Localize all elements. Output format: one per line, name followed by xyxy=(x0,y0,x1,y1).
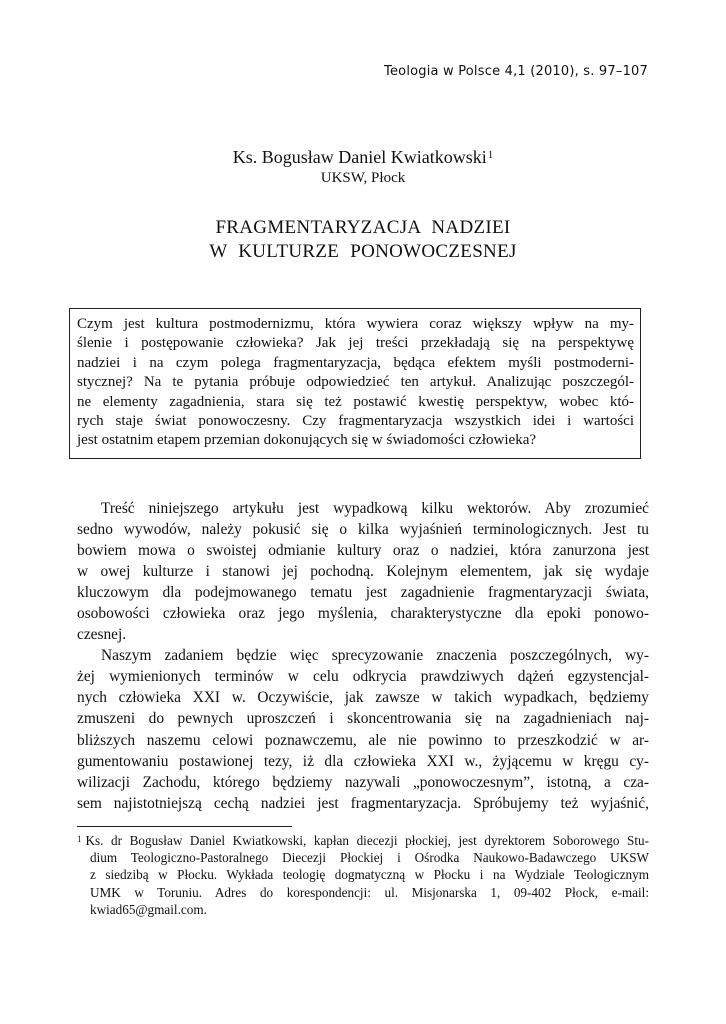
body-line: Treść niniejszego artykułu jest wypadkową kilku wektorów. Aby zrozumieć xyxy=(101,500,649,517)
body-line: nych człowieka XXI w. Oczywiście, jak zawsze w takich wypadkach, będziemy xyxy=(77,689,649,707)
body-line: czesnej. xyxy=(77,626,127,644)
body-line: osobowości człowieka oraz jego myślenia, charakterystyczne dla epoki ponowo- xyxy=(77,605,649,623)
author-block xyxy=(0,146,726,188)
body-line: sem najistotniejszą cechą nadziei jest fragmentaryzacja. Spróbujemy też wyjaśnić, xyxy=(77,794,649,812)
abstract-line: jest ostatnim etapem przemian dokonujących się w świadomości człowieka? xyxy=(77,432,537,449)
abstract-line: ne elementy zagadnienia, stara się też postawić kwestię perspektyw, wobec któ- xyxy=(77,393,634,410)
abstract-line: Czym jest kultura postmodernizmu, która wywiera coraz większy wpływ na my- xyxy=(77,316,634,332)
body-line: bliższych naszemu celowi poznawczemu, ale nie powinno to przeszkodzić w ar- xyxy=(77,731,649,749)
footnote-line: dium Teologiczno-Pastoralnego Diecezji Płockiej i Ośrodka Naukowo-Badawczego UKSW xyxy=(90,850,649,866)
journal-reference: Teologia w Polsce 4,1 (2010), s. 97–107 xyxy=(384,64,648,79)
body-line: wilizacji Zachodu, którego będziemy nazywali „ponowoczesnym”, istotną, a cza- xyxy=(77,773,649,791)
abstract-line: stycznej? Na te pytania próbuje odpowiedzieć ten artykuł. Analizując poszczegól- xyxy=(77,374,634,391)
body-line: zmuszeni do pewnych uproszczeń i skoncentrowania się na zagadnieniach naj- xyxy=(77,710,649,728)
author-name: Ks. Bogusław Daniel Kwiatkowski xyxy=(232,147,487,167)
footnote-line xyxy=(77,832,649,849)
author-affiliation: UKSW, Płock xyxy=(320,170,406,186)
article-body xyxy=(77,498,649,814)
author-name-line xyxy=(0,146,726,168)
title-line-1: FRAGMENTARYZACJA NADZIEI xyxy=(215,217,511,238)
abstract-line: ślenie i postępowanie człowieka? Jak jej treści przekładają się na perspektywę xyxy=(77,335,634,352)
footnote-line: z siedzibą w Płocku. Wykłada teologię dogmatyczną w Płocku i na Wydziale Teologicznym xyxy=(90,867,649,883)
footnote-text: Ks. dr Bogusław Daniel Kwiatkowski, kapłan diecezji płockiej, jest dyrektorem Soborowego Stu- xyxy=(85,833,649,848)
body-line: gumentowaniu postawionej tezy, iż dla człowieka XXI w., żyjącemu w kręgu cy- xyxy=(77,752,649,770)
body-line: w owej kulturze i stanowi jej pochodną. Kolejnym elementem, jak się wydaje xyxy=(77,563,649,581)
abstract-line: rych staje świat ponowoczesny. Czy fragmentaryzacja wszystkich idei i wartości xyxy=(77,412,634,429)
body-line: bowiem mowa o swoistej odmianie kultury oraz o nadziei, która zanurzona jest xyxy=(77,542,649,560)
footnote-line: UMK w Toruniu. Adres do korespondencji: ul. Misjonarska 1, 09-402 Płock, e-mail: xyxy=(90,884,649,900)
article-title xyxy=(0,216,726,264)
body-line: żej wymienionych terminów w celu odkrycia prawdziwych dążeń egzystencjal- xyxy=(77,668,649,686)
body-line: sedno wywodów, należy pokusić się o kilka wyjaśnień terminologicznych. Jest tu xyxy=(77,521,649,539)
footnote-mark: 1 xyxy=(77,834,82,844)
abstract-box xyxy=(69,308,641,459)
body-line: Naszym zadaniem będzie więc sprecyzowanie znaczenia poszczególnych, wy- xyxy=(101,647,649,665)
title-line-2: W KULTURZE PONOWOCZESNEJ xyxy=(209,241,517,262)
footnote-email[interactable]: kwiad65@gmail.com. xyxy=(90,901,207,917)
footnote xyxy=(77,832,649,918)
body-line: kluczowym dla podejmowanego tematu jest zagadnienie fragmentaryzacji świata, xyxy=(77,584,649,602)
abstract-line: nadziei i na czym polega fragmentaryzacja, będąca efektem myśli postmoderni- xyxy=(77,354,634,371)
footnote-divider xyxy=(77,826,292,827)
author-footnote-mark[interactable]: 1 xyxy=(487,149,494,161)
